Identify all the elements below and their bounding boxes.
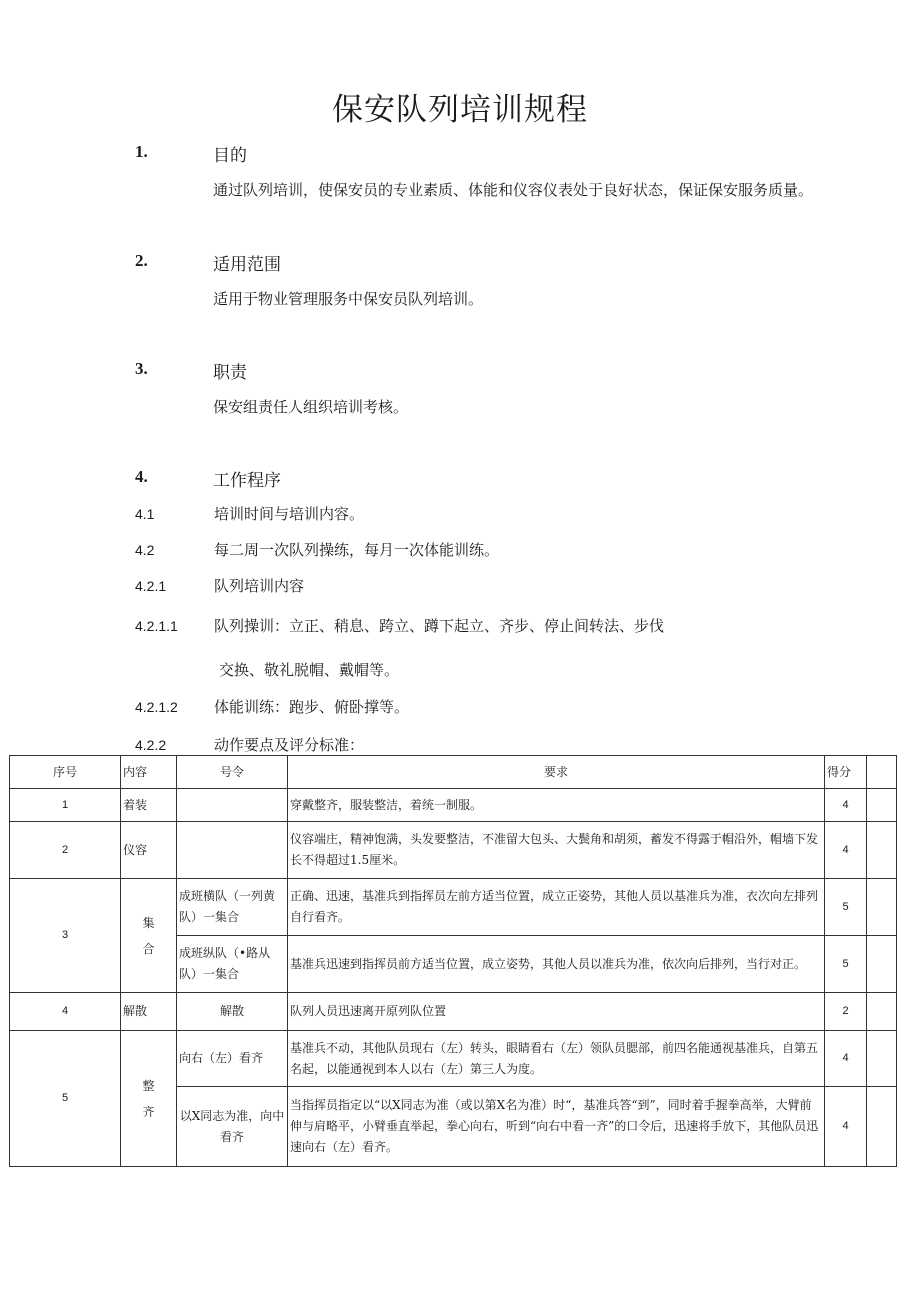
page-title: 保安队列培训规程 bbox=[332, 92, 588, 128]
subsection-continuation: 交换、敬礼脱帽、戴帽等。 bbox=[219, 661, 400, 679]
row-command: 向右（左）看齐 bbox=[177, 1031, 288, 1087]
section-number: 4. bbox=[135, 467, 148, 486]
subsection-text: 队列培训内容 bbox=[214, 577, 305, 595]
row-score: 5 bbox=[825, 936, 867, 993]
table-row bbox=[10, 822, 897, 879]
table-row bbox=[10, 993, 897, 1031]
subsection-number: 4.2.1.1 bbox=[135, 618, 178, 634]
subsection-text: 培训时间与培训内容。 bbox=[214, 505, 365, 523]
row-seq: 3 bbox=[10, 879, 121, 993]
row-score: 4 bbox=[825, 1031, 867, 1087]
row-content: 解散 bbox=[121, 993, 177, 1031]
row-blank bbox=[867, 1031, 897, 1087]
row-seq: 4 bbox=[10, 993, 121, 1031]
row-score: 4 bbox=[825, 822, 867, 879]
row-command: 以X同志为准，向中看齐 bbox=[177, 1087, 288, 1167]
content-char: 合 bbox=[142, 941, 155, 956]
subsection-number: 4.2.2 bbox=[135, 737, 167, 753]
section-number: 2. bbox=[135, 251, 148, 270]
row-command bbox=[177, 789, 288, 822]
table-row bbox=[10, 879, 897, 936]
row-content: 仪容 bbox=[121, 822, 177, 879]
header-requirement: 要求 bbox=[288, 756, 825, 789]
row-content bbox=[121, 1031, 177, 1167]
row-score: 2 bbox=[825, 993, 867, 1031]
row-requirement: 当指挥员指定以“以X同志为准（或以第X名为准）时“，基准兵答“到”，同时着手握拳高举，大臂前伸与肩略平，小臂垂直举起，拳心向右，听到“向右中看一齐”的口令后，迅速将手放下，其他队员迅速向右（左）看齐。 bbox=[288, 1087, 825, 1167]
row-command: 成班横队（一列黄队）一集合 bbox=[177, 879, 288, 936]
row-blank bbox=[867, 993, 897, 1031]
subsection-number: 4.1 bbox=[135, 506, 155, 522]
row-seq: 5 bbox=[10, 1031, 121, 1167]
table-row bbox=[10, 1031, 897, 1087]
table-header-row bbox=[10, 756, 897, 789]
header-command: 号令 bbox=[177, 756, 288, 789]
section-number: 1. bbox=[135, 142, 148, 161]
scoring-table bbox=[9, 755, 897, 1167]
row-requirement: 仪容端庄，精神饱满，头发要整洁，不准留大包头、大鬓角和胡须，蓄发不得露于帽沿外，帽墙下发长不得超过1.5厘米。 bbox=[288, 822, 825, 879]
content-char: 集 bbox=[142, 915, 155, 930]
row-requirement: 穿戴整齐，服装整洁，着统一制服。 bbox=[288, 789, 825, 822]
section-title: 适用范围 bbox=[213, 255, 281, 275]
header-blank bbox=[867, 756, 897, 789]
section-body: 适用于物业管理服务中保安员队列培训。 bbox=[213, 290, 484, 308]
row-blank bbox=[867, 822, 897, 879]
row-score: 4 bbox=[825, 1087, 867, 1167]
header-score: 得分 bbox=[825, 756, 867, 789]
section-number: 3. bbox=[135, 359, 148, 378]
row-blank bbox=[867, 789, 897, 822]
row-requirement: 基准兵不动，其他队员现右（左）转头，眼睛看右（左）领队员腮部，前四名能通视基准兵，自第五名起，以能通视到本人以右（左）第三人为度。 bbox=[288, 1031, 825, 1087]
subsection-number: 4.2.1 bbox=[135, 578, 167, 594]
row-content: 着装 bbox=[121, 789, 177, 822]
row-score: 4 bbox=[825, 789, 867, 822]
table-row bbox=[10, 789, 897, 822]
header-seq: 序号 bbox=[10, 756, 121, 789]
content-char: 整 bbox=[142, 1078, 155, 1093]
row-command bbox=[177, 822, 288, 879]
subsection-number: 4.2 bbox=[135, 542, 155, 558]
subsection-text: 体能训练：跑步、俯卧撑等。 bbox=[214, 698, 410, 716]
row-command: 解散 bbox=[177, 993, 288, 1031]
content-char: 齐 bbox=[142, 1104, 155, 1119]
row-command: 成班纵队（•路从队）一集合 bbox=[177, 936, 288, 993]
subsection-text: 动作要点及评分标准： bbox=[214, 736, 365, 754]
subsection-number: 4.2.1.2 bbox=[135, 699, 178, 715]
row-content bbox=[121, 879, 177, 993]
row-score: 5 bbox=[825, 879, 867, 936]
subsection-text: 每二周一次队列操练，每月一次体能训练。 bbox=[214, 541, 500, 559]
row-requirement: 正确、迅速，基准兵到指挥员左前方适当位置，成立正姿势，其他人员以基准兵为准，衣次向左排列自行看齐。 bbox=[288, 879, 825, 936]
section-body: 保安组责任人组织培训考核。 bbox=[213, 398, 409, 416]
row-blank bbox=[867, 1087, 897, 1167]
section-title: 职责 bbox=[213, 363, 247, 383]
subsection-text: 队列操训：立正、稍息、跨立、蹲下起立、齐步、停止间转法、步伐 bbox=[214, 617, 665, 635]
row-blank bbox=[867, 936, 897, 993]
row-requirement: 队列人员迅速离开原列队位置 bbox=[288, 993, 825, 1031]
row-requirement: 基准兵迅速到指挥员前方适当位置，成立姿势，其他人员以准兵为准，依次向后排列，当行对正。 bbox=[288, 936, 825, 993]
row-seq: 2 bbox=[10, 822, 121, 879]
header-content: 内容 bbox=[121, 756, 177, 789]
row-seq: 1 bbox=[10, 789, 121, 822]
section-title: 工作程序 bbox=[213, 471, 281, 491]
section-body: 通过队列培训，使保安员的专业素质、体能和仪容仪表处于良好状态，保证保安服务质量。 bbox=[213, 181, 814, 199]
row-blank bbox=[867, 879, 897, 936]
section-title: 目的 bbox=[213, 146, 247, 166]
